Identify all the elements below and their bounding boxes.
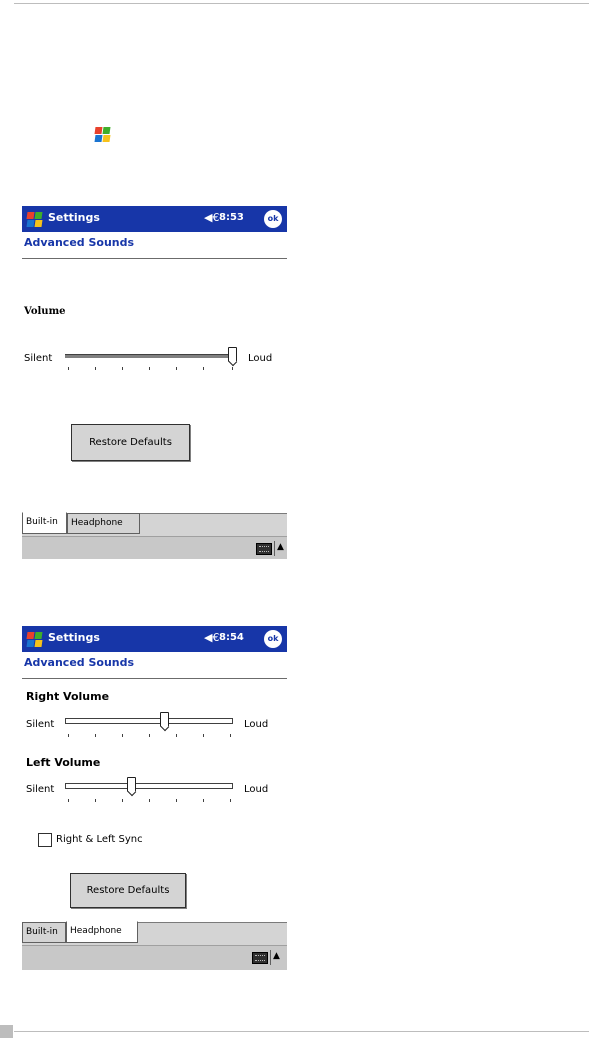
ok-label: ok — [267, 214, 279, 223]
page-marker — [0, 1025, 13, 1038]
arrow-up-icon[interactable]: ▲ — [273, 951, 280, 961]
clock[interactable]: 8:53 — [219, 212, 244, 223]
right-volume-label: Right Volume — [26, 690, 110, 703]
title-bar — [22, 626, 287, 652]
slider-tick — [68, 367, 69, 370]
speaker-icon[interactable]: ◀€ — [204, 211, 220, 224]
clock[interactable]: 8:54 — [219, 632, 244, 643]
slider-tick — [176, 734, 177, 737]
loud-label: Loud — [244, 784, 269, 795]
left-volume-slider-thumb[interactable] — [127, 777, 136, 792]
slider-tick — [203, 799, 204, 802]
slider-tick — [230, 734, 231, 737]
slider-tick — [122, 734, 123, 737]
slider-tick — [95, 734, 96, 737]
command-bar — [22, 945, 287, 970]
slider-tick — [122, 799, 123, 802]
ok-button[interactable] — [264, 630, 282, 648]
volume-slider-thumb[interactable] — [228, 347, 237, 362]
slider-tick — [176, 367, 177, 370]
screenshot-builtin — [22, 206, 287, 559]
app-title: Settings — [48, 631, 100, 644]
tab-built-in[interactable]: Built-in — [22, 922, 66, 943]
page-title: Advanced Sounds — [24, 656, 135, 669]
ok-button[interactable] — [264, 210, 282, 228]
slider-tick — [176, 799, 177, 802]
left-volume-label: Left Volume — [26, 756, 101, 769]
silent-label: Silent — [26, 719, 55, 730]
sip-separator — [270, 950, 271, 965]
command-bar — [22, 536, 287, 559]
slider-tick — [232, 367, 233, 370]
tab-headphone[interactable]: Headphone — [67, 513, 140, 534]
ok-label: ok — [267, 634, 279, 643]
app-title: Settings — [48, 211, 100, 224]
slider-tick — [230, 799, 231, 802]
keyboard-icon[interactable] — [252, 952, 268, 964]
tab-built-in[interactable]: Built-in — [22, 512, 67, 534]
header-divider — [22, 678, 287, 679]
slider-tick — [149, 799, 150, 802]
slider-tick — [122, 367, 123, 370]
slider-tick — [149, 367, 150, 370]
speaker-icon[interactable]: ◀€ — [204, 631, 220, 644]
loud-label: Loud — [244, 719, 269, 730]
page-bottom-rule — [14, 1031, 589, 1032]
slider-tick — [203, 367, 204, 370]
keyboard-icon[interactable] — [256, 543, 272, 555]
sync-label: Right & Left Sync — [56, 834, 143, 845]
title-bar — [22, 206, 287, 232]
slider-tick — [95, 367, 96, 370]
sip-separator — [274, 541, 275, 556]
tab-headphone[interactable]: Headphone — [66, 921, 138, 943]
restore-defaults-button[interactable]: Restore Defaults — [70, 873, 186, 908]
tab-strip — [22, 513, 287, 536]
silent-label: Silent — [26, 784, 55, 795]
tab-strip — [22, 922, 287, 945]
loud-label: Loud — [248, 353, 273, 364]
slider-tick — [68, 799, 69, 802]
left-volume-slider-track[interactable] — [65, 783, 233, 789]
volume-slider-track[interactable] — [65, 354, 233, 358]
slider-tick — [149, 734, 150, 737]
right-volume-slider-track[interactable] — [65, 718, 233, 724]
page-top-rule — [14, 3, 589, 4]
slider-tick — [68, 734, 69, 737]
page-title: Advanced Sounds — [24, 236, 135, 249]
silent-label: Silent — [24, 353, 53, 364]
header-divider — [22, 258, 287, 259]
volume-label: Volume — [24, 306, 66, 317]
slider-tick — [95, 799, 96, 802]
sync-checkbox[interactable] — [38, 833, 52, 847]
slider-tick — [203, 734, 204, 737]
right-volume-slider-thumb[interactable] — [160, 712, 169, 727]
arrow-up-icon[interactable]: ▲ — [277, 542, 284, 552]
screenshot-headphone — [22, 626, 287, 975]
restore-defaults-button[interactable]: Restore Defaults — [71, 424, 190, 461]
